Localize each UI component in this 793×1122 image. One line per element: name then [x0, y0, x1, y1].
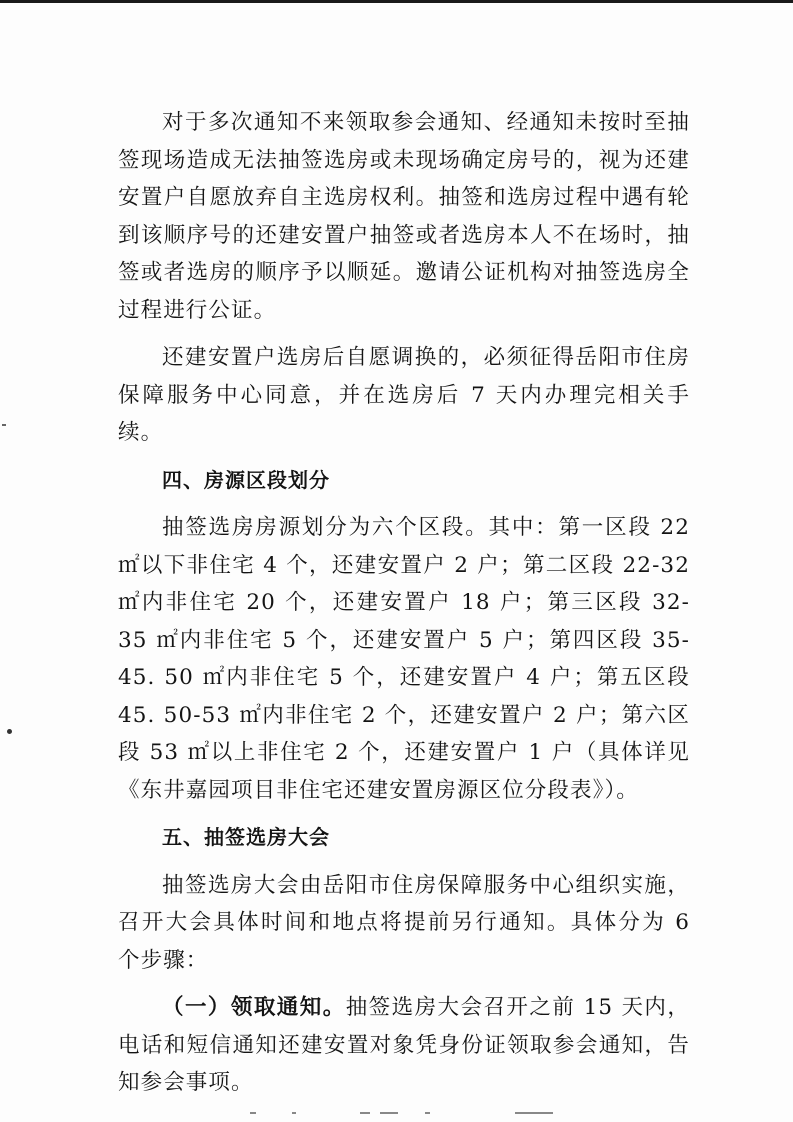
paragraph-segment-details: 抽签选房房源划分为六个区段。其中：第一区段 22 ㎡以下非住宅 4 个，还建安置户 2 户；第二区段 22-32 ㎡内非住宅 20 个，还建安置户 18 户；第三区段 32-35 ㎡内非住宅 5 个，还建安置户 5 户；第四区段 35-45. 50 ㎡内非住宅 5 个，还建安置户 4 户；第五区段 45. 50-53 ㎡内非住宅 2 个，还建安置户 2 户；第六区段 53 ㎡以上非住宅 2 个，还建安置户 1 户（具体详见《东井嘉园项目非住宅还建安置房源区位分段表》）。	[118, 515, 690, 803]
paragraph-gap	[118, 857, 690, 867]
paragraph-step-one	[118, 989, 690, 1102]
paragraph-meeting-organization: 抽签选房大会由岳阳市住房保障服务中心组织实施，召开大会具体时间和地点将提前另行通知。具体分为 6 个步骤：	[118, 872, 690, 973]
document-body	[118, 104, 690, 1102]
scan-top-edge	[0, 0, 793, 3]
scan-dot-left	[7, 729, 12, 734]
section-heading-housing-segments: 四、房源区段划分	[162, 467, 330, 492]
paragraph-gap	[118, 979, 690, 989]
step-one-lead: （一）领取通知。	[162, 995, 346, 1020]
paragraph-gap	[118, 452, 690, 462]
step-one-text: 抽签选房大会召开之前 15 天内，电话和短信通知还建安置对象凭身份证领取参会通知，告知参会事项。	[118, 995, 690, 1095]
paragraph-no-show-rule: 对于多次通知不来领取参会通知、经通知未按时至抽签现场造成无法抽签选房或未现场确定房号的，视为还建安置户自愿放弃自主选房权利。抽签和选房过程中遇有轮到该顺序号的还建安置户抽签或者选房本人不在场时，抽签或者选房的顺序予以顺延。邀请公证机构对抽签选房全过程进行公证。	[118, 110, 690, 323]
scan-bottom-noise	[250, 1112, 570, 1116]
section-heading-lottery-meeting: 五、抽签选房大会	[162, 825, 330, 849]
paragraph-gap	[118, 499, 690, 509]
paragraph-gap	[118, 329, 690, 339]
scan-tick-left	[2, 424, 6, 426]
paragraph-exchange-rule: 还建安置户选房后自愿调换的，必须征得岳阳市住房保障服务中心同意，并在选房后 7 天内办理完相关手续。	[118, 345, 690, 445]
paragraph-gap	[118, 809, 690, 819]
